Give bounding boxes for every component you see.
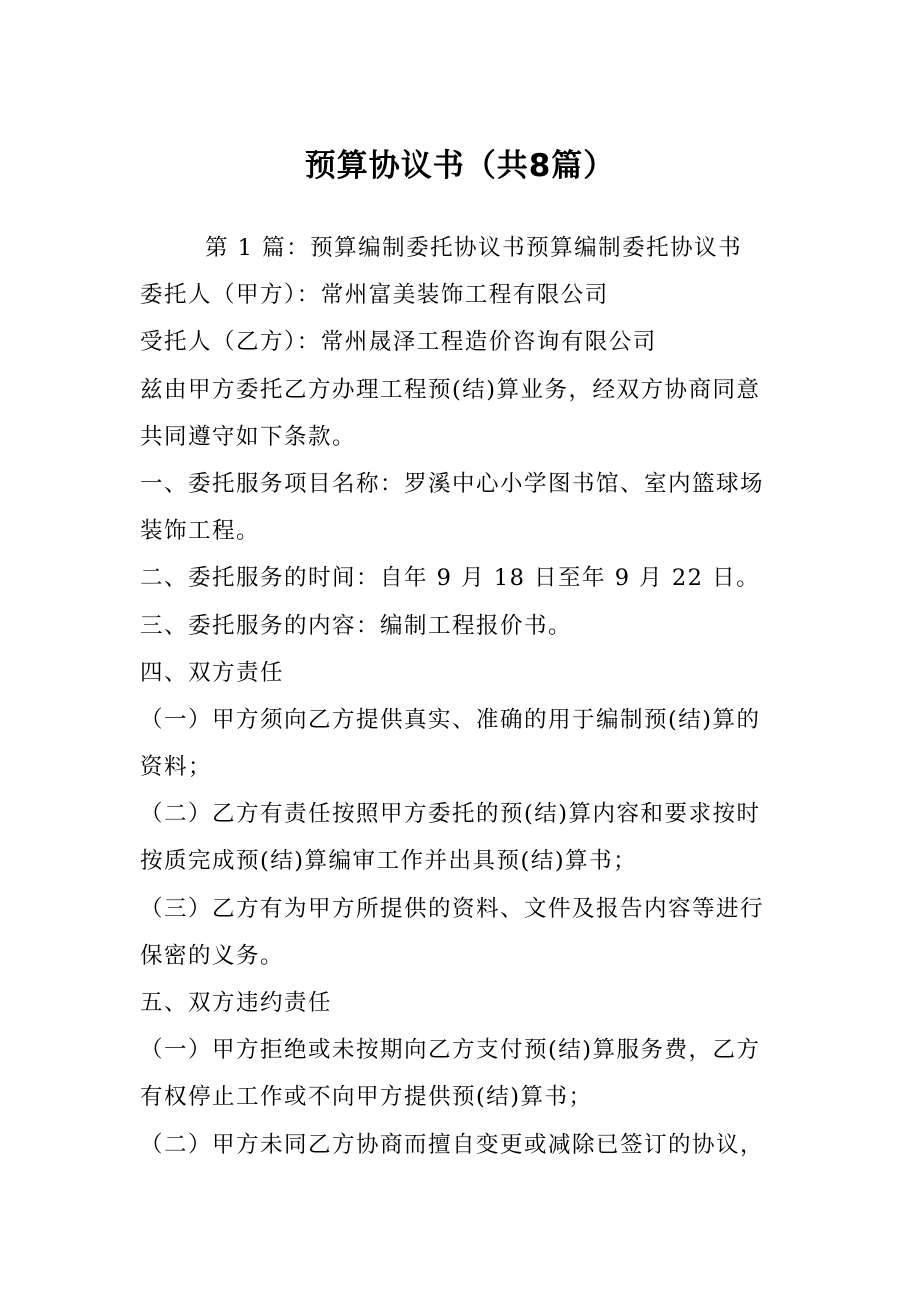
paragraph-line: 一、委托服务项目名称：罗溪中心小学图书馆、室内篮球场: [140, 470, 765, 497]
paragraph-line: 委托人（甲方）：常州富美装饰工程有限公司: [140, 282, 609, 309]
paragraph-line: （一）甲方须向乙方提供真实、准确的用于编制预(结)算的: [140, 706, 761, 733]
paragraph-line: 五、双方违约责任: [140, 990, 333, 1016]
paragraph-line: 有权停止工作或不向甲方提供预(结)算书；: [140, 1084, 593, 1111]
document-title: 预算协议书（共8篇）: [304, 148, 616, 184]
paragraph-line: 共同遵守如下条款。: [140, 423, 357, 450]
paragraph-line: 三、委托服务的内容：编制工程报价书。: [140, 612, 573, 639]
paragraph-line: 资料；: [140, 754, 213, 781]
paragraph-line: （二）甲方未同乙方协商而擅自变更或减除已签订的协议，: [140, 1131, 765, 1158]
section-heading: 第 1 篇：预算编制委托协议书预算编制委托协议书: [205, 235, 743, 261]
paragraph-line: 受托人（乙方）：常州晟泽工程造价咨询有限公司: [140, 329, 657, 356]
paragraph-line: 保密的义务。: [140, 942, 285, 969]
document-body: [140, 225, 790, 1169]
paragraph-line: （一）甲方拒绝或未按期向乙方支付预(结)算服务费，乙方: [140, 1037, 761, 1064]
paragraph-line: （三）乙方有为甲方所提供的资料、文件及报告内容等进行: [140, 895, 765, 922]
paragraph-line: 兹由甲方委托乙方办理工程预(结)算业务，经双方协商同意: [140, 376, 761, 403]
paragraph-line: 四、双方责任: [140, 659, 285, 686]
paragraph-line: 装饰工程。: [140, 518, 261, 545]
paragraph-line: 按质完成预(结)算编审工作并出具预(结)算书；: [140, 848, 638, 875]
paragraph-line: 二、委托服务的时间：自年 9 月 18 日至年 9 月 22 日。: [140, 565, 761, 592]
paragraph-line: （二）乙方有责任按照甲方委托的预(结)算内容和要求按时: [140, 801, 761, 828]
